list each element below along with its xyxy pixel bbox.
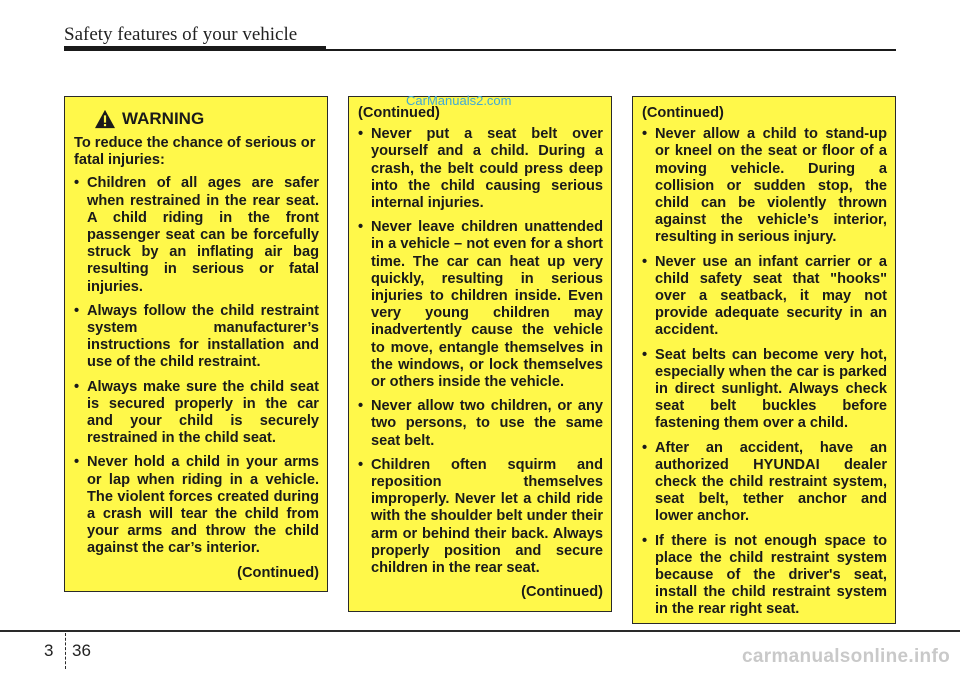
page-header-title: Safety features of your vehicle xyxy=(64,24,298,45)
list-item: • After an accident, have an authorized HYUNDAI dealer check the child restraint system, seat belt, tether anchor and lower anchor. xyxy=(642,439,887,525)
continued-label: (Continued) xyxy=(237,564,319,581)
list-item: • Never allow a child to stand-up or kneel on the seat or floor of a moving vehicle. During a collision or sudden stop, the child can be violently thrown against the vehicle’s interior, resulting in serious injury. xyxy=(642,126,887,246)
warning-box-3 xyxy=(632,96,896,624)
continued-label-top: (Continued) xyxy=(642,105,724,121)
continued-label-top: (Continued) xyxy=(358,105,440,121)
warning-intro: To reduce the chance of serious or fatal injuries: xyxy=(74,135,316,169)
list-item: • Never allow two children, or any two persons, to use the same seat belt. xyxy=(358,398,603,449)
warning-triangle-icon xyxy=(94,109,116,129)
list-item: • Never hold a child in your arms or lap when riding in a vehicle. The violent forces created during a crash will tear the child from your arms and throw the child against the car’s interior. xyxy=(74,454,319,557)
warning-list xyxy=(358,126,603,577)
list-item: • Children often squirm and reposition themselves improperly. Never let a child ride with the shoulder belt under their arm or behind their back. Always properly position and secure children in the rear seat. xyxy=(358,456,603,577)
list-item: • Always make sure the child seat is secured properly in the car and your child is securely restrained in the child seat. xyxy=(74,378,319,447)
continued-label: (Continued) xyxy=(521,584,603,601)
warning-box-2 xyxy=(348,96,612,612)
header-rule xyxy=(64,46,326,51)
list-item: • If there is not enough space to place the child restraint system because of the driver's seat, install the child restraint system in the rear right seat. xyxy=(642,532,887,618)
list-item: • Children of all ages are safer when restrained in the rear seat. A child riding in the front passenger seat can be forcefully struck by an inflating air bag resulting in serious or fatal injuries. xyxy=(74,175,319,295)
warning-box-1 xyxy=(64,96,328,592)
warning-list xyxy=(642,126,887,618)
warning-title: WARNING xyxy=(122,109,205,129)
list-item: • Never use an infant carrier or a child safety seat that "hooks" over a seatback, it may not provide adequate security in an accident. xyxy=(642,253,887,339)
chapter-number: 3 xyxy=(44,641,54,660)
footer-rule xyxy=(0,630,960,632)
warning-list xyxy=(74,175,319,557)
list-item: • Never leave children unattended in a vehicle – not even for a short time. The car can heat up very quickly, resulting in serious injuries to children inside. Even very young children may inadvertently cause the vehicle to move, entangle themselves in the windows, or lock themselves or others inside the vehicle. xyxy=(358,219,603,391)
list-item: • Seat belts can become very hot, especially when the car is parked in direct sunlight. Always check seat belt buckles before fastening them over a child. xyxy=(642,346,887,432)
watermark-text: carmanualsonline.info xyxy=(742,646,950,667)
list-item: • Never put a seat belt over yourself and a child. During a crash, the belt could press deep into the child causing serious internal injuries. xyxy=(358,126,603,212)
list-item: • Always follow the child restraint system manufacturer’s instructions for installation and use of the child restraint. xyxy=(74,302,319,371)
page-number: 36 xyxy=(72,641,91,660)
warning-heading xyxy=(94,109,319,129)
footer-divider xyxy=(65,633,66,669)
header-rule-thin xyxy=(326,49,896,51)
watermark-link[interactable]: CarManuals2.com xyxy=(406,93,512,108)
